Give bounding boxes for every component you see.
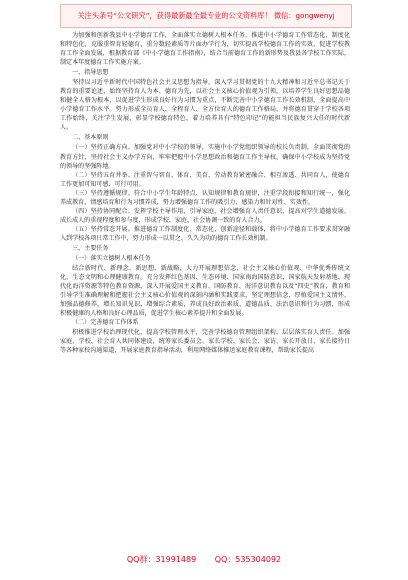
principle-paragraph-3: （三）坚持遵循规律。符合中小学生年龄特点、认知规律和教育规律，注重学段衔接和知行统一，强化养成教育、情感培育和行为习惯养成，努力增强德育工作的吸引力、感染力和针对性、实效性。 <box>60 189 350 206</box>
section-heading-principles: 二、基本原则 <box>72 134 109 142</box>
principle-paragraph-5: （五）坚持常态开展。推进德育工作制度化、常态化，创新途径和载体，将中小学德育工作要求贯穿融入到学校各项日常工作中，努力形成一以贯之、久久为功的德育工作长效机制。 <box>60 225 350 242</box>
guiding-paragraph: 坚持以习近平新时代中国特色社会主义思想为指导，深入学习贯彻党的十九大精神和习近平总书记关于教育的重要论述，始终坚持育人为本、德育为先，以社会主义核心价值观为引领，以培养学生良好思想品德和健全人格为根本，以促进学生形成良好行为习惯为重点，不断完善中小学德育工作长效机制，全面提高中小学德育工作水平。努力形成全员育人、全程育人、全方位育人的德育工作格局，并将德育贯穿于学校各项工作始终，关注学生发展，彰显学校德育特色，着力培养具有“特色印记”的能担当民族复兴大任的时代新人。 <box>60 79 350 132</box>
principle-paragraph-1: （一）坚持正确方向。加强党对中小学校的领导，实施中小学党组织领导的校长负责制，全面贯彻党的教育方针，坚持社会主义办学方向，牢牢把握中小学思想政治和德育工作主导权，确保中小学校成为坚持党的领导的坚强阵地。 <box>60 144 350 170</box>
document-body <box>60 31 350 355</box>
subsection-heading-task-2: （二）完善德育工作体系 <box>72 319 139 327</box>
principle-paragraph-2: （二）坚持五育并举。注重智与智育、体育、美育、劳动教育紧密融合、相互渗透、共同育人，使德育工作更加可知可感、可行可用。 <box>60 171 350 188</box>
subsection-heading-task-1: （一）落实立德树人根本任务 <box>72 254 151 262</box>
task-paragraph-1: 结合新时代、新理念、新思想、新战略，大力开展理想信念、社会主义核心价值观、中华优秀传统文化、生态文明和心理健康教育。充分发挥红色基因、生态环境、国家南海国防意识、国家航天发射基地、现代化海洋资源等特色教育资源，深入开展爱国主义教育、国防教育、海洋意识教育以及“四史”教育，教育和引导学生准确理解和把握社会主义核心价值观的深刻内涵和实践要求，坚定理想信念，厚植爱国主义情怀，加强品德修养，增长知识见识，增强综合素质，养成良好政治素质、道德品质、法治意识和行为习惯，形成积极健康的人格和良好心理品质，促进学生核心素养提升和全面发展。 <box>60 264 350 318</box>
section-heading-tasks: 三、主要任务 <box>72 244 109 252</box>
intro-paragraph: 为加强和创新我县中小学德育工作，全面落实立德树人根本任务，推进中小学德育工作常态化、制度化和特色化，克服重智育轻德育、重分数轻素质等片面办学行为，切实提高学校德育工作的实效，促进学校教育工作全面发展，根据教育部《中小学德育工作指南》，结合当前德育工作的新形势及我县各学校工作实际，制定本年度德育工作实施方案。 <box>60 32 350 67</box>
footer-contact <box>0 554 408 566</box>
promo-banner[interactable]: 关注头条号“公文研究”，获得最新最全最专业的公文资料库！ 微信：gongwenyj <box>60 4 352 28</box>
principle-paragraph-4: （四）坚持协同配合。发挥学校主导作用，引导家庭、社会增强育人责任意识，提高对学生道德发展、成长成人的重视程度和参与度，形成学校、家庭、社会协调一致的育人合力。 <box>60 207 350 224</box>
footer-qq-group: QQ群：31991489 <box>126 555 197 564</box>
task-paragraph-2: 积极推进学校治理现代化，提高学校管理水平，完善学校德育管理组织架构，层层落实育人责任。加强家庭、学校、社会育人共同体建设，统筹家长委员会、家长学校、家长会、家访、家长开放日、家长接待日等各种家校沟通渠道，开展家庭教育指导活动，利用网络媒体推送家庭教育课程，帮助家长提高 <box>60 329 350 355</box>
section-heading-guiding: 一、指导思想 <box>72 69 109 77</box>
footer-qq: QQ：535304092 <box>214 555 282 564</box>
